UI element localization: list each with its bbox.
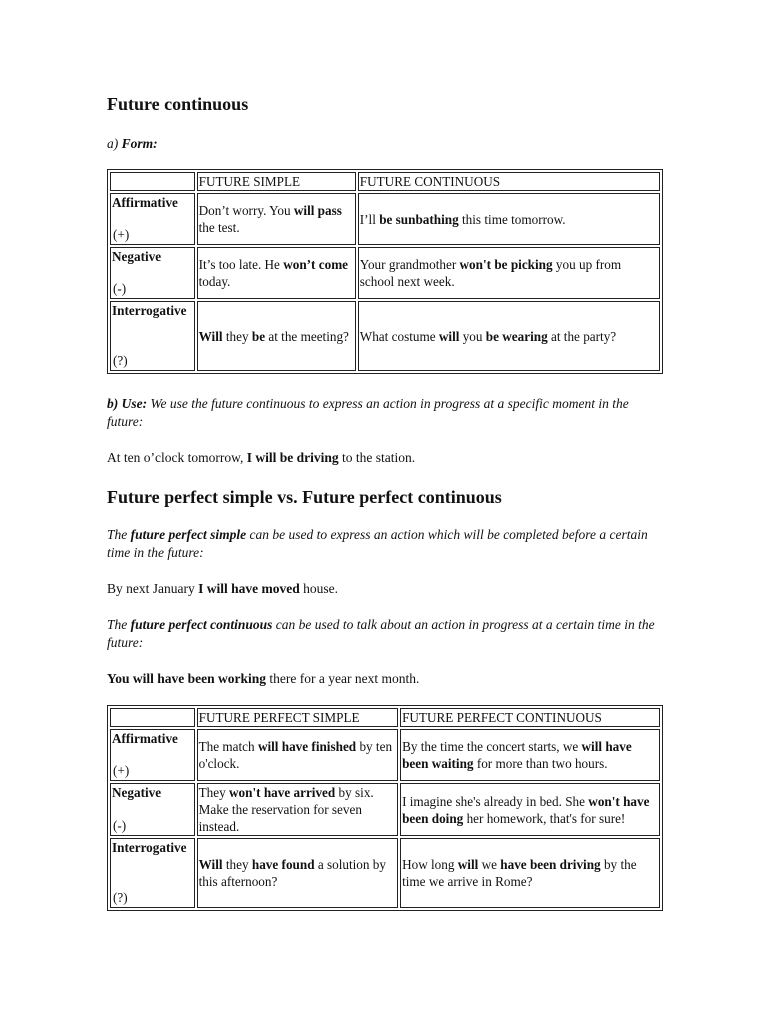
text-run: At ten o’clock tomorrow,: [107, 450, 247, 465]
text-run: Don’t worry. You: [198, 203, 294, 218]
text-run: Your grandmother: [359, 257, 460, 272]
row-label-text: Affirmative: [112, 731, 178, 746]
row-label-negative: [110, 783, 195, 836]
text-run: What costume: [359, 328, 439, 344]
bold-text: won't have arrived: [229, 785, 336, 800]
bold-text: be wearing: [485, 328, 548, 344]
row-label-negative: [110, 247, 195, 299]
text-run: at the party?: [547, 328, 617, 344]
form-label: [107, 135, 667, 153]
future-continuous-table: [107, 169, 663, 374]
table-row: [110, 247, 660, 299]
cell-continuous: [358, 247, 660, 299]
bold-text: have been driving: [500, 857, 601, 872]
text-run: by ten o'clock.: [198, 739, 393, 771]
bold-text: will pass: [293, 203, 342, 218]
cell-simple: [197, 729, 398, 781]
bold-text: future perfect simple: [130, 527, 247, 542]
text-run: her homework, that's for sure!: [463, 810, 626, 826]
text-run: by six. Make the reservation for seven instead.: [198, 785, 374, 834]
text-run: can be used to express an action which will be completed before a certain time in the future:: [107, 527, 648, 560]
cell-continuous: [358, 301, 660, 371]
header-cell-empty: [110, 708, 195, 727]
row-symbol: (?): [113, 890, 128, 905]
future-perfect-continuous-paragraph: [107, 616, 667, 652]
bold-text: future perfect continuous: [130, 617, 273, 632]
cell-continuous: [400, 729, 660, 781]
heading-future-perfect: Future perfect simple vs. Future perfect continuous: [107, 487, 502, 507]
row-symbol: (+): [113, 763, 130, 778]
bold-text: will: [457, 857, 479, 872]
bold-text: will have finished: [257, 739, 357, 754]
header-future-simple: FUTURE SIMPLE: [197, 172, 356, 191]
row-label-text: Negative: [112, 249, 162, 264]
text-run: they: [222, 328, 252, 344]
text-run: They: [198, 785, 230, 800]
row-label-interrogative: [110, 301, 195, 371]
row-label-affirmative: [110, 193, 195, 245]
bold-text: will: [438, 328, 460, 344]
text-run: to the station.: [338, 450, 416, 465]
text-run: we: [478, 857, 501, 872]
cell-simple: [197, 838, 398, 908]
row-label-text: Affirmative: [112, 195, 178, 210]
bold-text: won't be picking: [459, 257, 553, 272]
table-row: [110, 838, 660, 908]
row-symbol: (-): [113, 281, 127, 296]
text-run: The: [107, 527, 131, 542]
text-run: this time tomorrow.: [458, 211, 566, 227]
row-symbol: (?): [113, 353, 128, 368]
future-perfect-simple-example: [107, 580, 667, 598]
text-run: I’ll: [359, 211, 380, 227]
bold-text: You will have been working: [107, 671, 267, 686]
header-cell-empty: [110, 172, 195, 191]
row-label-text: Interrogative: [112, 303, 187, 318]
bold-text: Will: [198, 857, 223, 872]
future-perfect-simple-paragraph: [107, 526, 667, 562]
text-run: By next January: [107, 581, 199, 596]
heading-future-continuous: Future continuous: [107, 94, 249, 114]
text-run: How long: [402, 857, 458, 872]
text-run: they: [222, 857, 252, 872]
cell-continuous: [358, 193, 660, 245]
text-run: at the meeting?: [265, 328, 349, 344]
header-future-continuous: FUTURE CONTINUOUS: [358, 172, 660, 191]
row-label-interrogative: [110, 838, 195, 908]
text-run: there for a year next month.: [266, 671, 420, 686]
text-run: by the time we arrive in Rome?: [402, 857, 637, 889]
future-perfect-table: [107, 705, 663, 911]
table-row: [110, 783, 660, 836]
bold-text: Will: [198, 328, 223, 344]
text-run: the test.: [198, 220, 240, 235]
row-label-text: Interrogative: [112, 840, 187, 855]
text-run: today.: [198, 274, 231, 289]
text-run: By the time the concert starts, we: [402, 739, 582, 754]
bold-text: won’t come: [283, 257, 349, 272]
use-text: We use the future continuous to express an action in progress at a specific moment in the future:: [107, 396, 629, 429]
text-run: you up from school next week.: [359, 257, 622, 289]
form-word: Form:: [121, 136, 158, 151]
bold-text: won't have been doing: [402, 793, 650, 826]
row-label-affirmative: [110, 729, 195, 781]
future-perfect-continuous-example: [107, 670, 667, 688]
use-label: b) Use:: [107, 396, 148, 411]
cell-continuous: [400, 783, 660, 836]
row-symbol: (+): [113, 227, 130, 242]
cell-simple: [197, 301, 356, 371]
text-run: The match: [198, 739, 258, 754]
cell-simple: [197, 193, 356, 245]
table-row: [110, 193, 660, 245]
use-example: [107, 449, 667, 467]
text-run: you: [459, 328, 486, 344]
bold-text: I will be driving: [246, 450, 339, 465]
header-future-perfect-simple: FUTURE PERFECT SIMPLE: [197, 708, 398, 727]
table-header-row: [110, 708, 660, 727]
row-symbol: (-): [113, 818, 127, 833]
bold-text: have found: [251, 857, 315, 872]
bold-text: be sunbathing: [379, 211, 459, 227]
text-run: for more than two hours.: [473, 756, 608, 771]
table-row: [110, 729, 660, 781]
row-label-text: Negative: [112, 785, 162, 800]
bold-text: I will have moved: [198, 581, 300, 596]
bold-text: be: [251, 328, 266, 344]
cell-simple: [197, 783, 398, 836]
text-run: can be used to talk about an action in progress at a certain time in the future:: [107, 617, 655, 650]
use-paragraph: [107, 395, 667, 431]
table-header-row: [110, 172, 660, 191]
header-future-perfect-continuous: FUTURE PERFECT CONTINUOUS: [400, 708, 660, 727]
cell-continuous: [400, 838, 660, 908]
text-run: I imagine she's already in bed. She: [402, 793, 589, 809]
bold-text: will have been waiting: [402, 739, 632, 771]
cell-simple: [197, 247, 356, 299]
form-letter: a): [107, 136, 122, 151]
table-row: [110, 301, 660, 371]
text-run: The: [107, 617, 131, 632]
text-run: house.: [299, 581, 338, 596]
text-run: a solution by this afternoon?: [198, 857, 386, 889]
text-run: It’s too late. He: [198, 257, 284, 272]
